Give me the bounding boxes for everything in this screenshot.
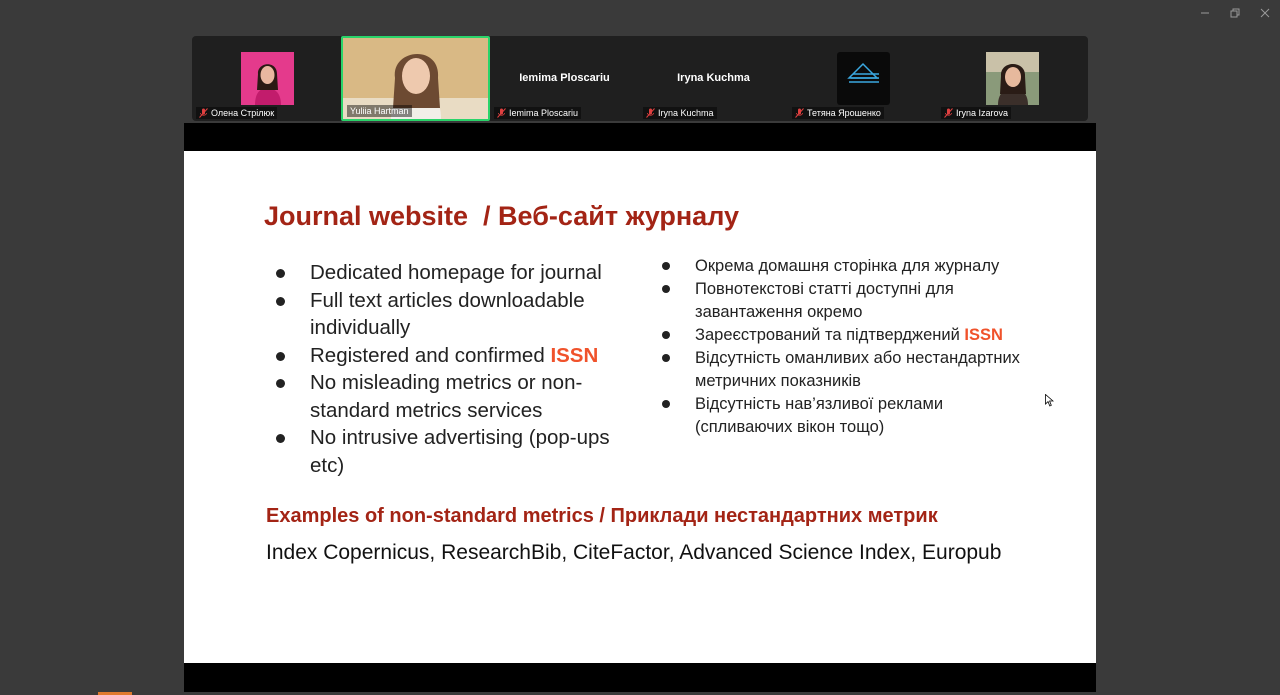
avatar xyxy=(986,52,1039,105)
participant-name-label: Тетяна Ярошенко xyxy=(792,107,884,119)
participant-name-label: Iemima Ploscariu xyxy=(494,107,581,119)
avatar-logo xyxy=(837,52,890,105)
bullet-dot xyxy=(276,297,285,306)
bullet-item: Dedicated homepage for journal xyxy=(274,259,634,287)
bullet-item: No misleading metrics or non-standard metrics services xyxy=(274,369,634,424)
bullet-item: Окрема домашня сторінка для журналу xyxy=(660,255,1040,278)
close-button[interactable] xyxy=(1250,0,1280,26)
bullet-dot xyxy=(276,379,285,388)
participant-name-label: Iryna Kuchma xyxy=(643,107,717,119)
slide-title: Journal website / Веб-сайт журналу xyxy=(264,201,740,231)
presentation-slide xyxy=(184,151,1096,663)
participant-name-label: Iryna Izarova xyxy=(941,107,1011,119)
mouse-pointer-icon xyxy=(1045,394,1054,407)
window-controls xyxy=(1190,0,1280,26)
bullet-item: Відсутність нав’язливої реклами (спливаючих вікон тощо) xyxy=(660,393,1040,439)
participant-tile-active-speaker[interactable] xyxy=(341,36,490,121)
issn-highlight: ISSN xyxy=(550,343,599,367)
participant-tile[interactable] xyxy=(639,36,788,121)
bullet-item: Registered and confirmed ISSN xyxy=(274,342,634,370)
participant-name-label: Олена Стрілюк xyxy=(196,107,277,119)
participant-tile[interactable] xyxy=(192,36,341,121)
bullet-dot xyxy=(662,400,670,408)
bullet-dot xyxy=(662,354,670,362)
participant-strip xyxy=(192,36,1088,121)
bullet-dot xyxy=(276,352,285,361)
examples-heading: Examples of non-standard metrics / Приклади нестандартних метрик xyxy=(266,505,938,527)
participant-tile[interactable] xyxy=(788,36,937,121)
participant-tile[interactable] xyxy=(490,36,639,121)
bullet-dot xyxy=(662,331,670,339)
bullet-item: No intrusive advertising (pop-ups etc) xyxy=(274,424,634,479)
issn-highlight: ISSN xyxy=(964,326,1003,344)
mic-muted-icon xyxy=(795,108,804,118)
bullet-dot xyxy=(276,269,285,278)
minimize-button[interactable] xyxy=(1190,0,1220,26)
mic-muted-icon xyxy=(199,108,208,118)
examples-list: Index Copernicus, ResearchBib, CiteFactor, Advanced Science Index, Europub xyxy=(266,541,1002,564)
mic-muted-icon xyxy=(646,108,655,118)
mic-muted-icon xyxy=(497,108,506,118)
bullet-dot xyxy=(662,262,670,270)
restore-icon xyxy=(1230,8,1240,18)
bullet-item: Зареєстрований та підтверджений ISSN xyxy=(660,324,1040,347)
participant-tile[interactable] xyxy=(937,36,1086,121)
participant-display-name: Iemima Ploscariu xyxy=(519,72,610,84)
participant-name-label: Yuliia Hartman xyxy=(347,105,412,117)
bullet-item: Full text articles downloadable individually xyxy=(274,287,634,342)
bullet-dot xyxy=(276,434,285,443)
bullet-item: Повнотекстові статті доступні для завантаження окремо xyxy=(660,278,1040,324)
avatar xyxy=(241,52,294,105)
participant-display-name: Iryna Kuchma xyxy=(677,72,750,84)
minimize-icon xyxy=(1200,8,1210,18)
bullet-dot xyxy=(662,285,670,293)
bullet-item: Відсутність оманливих або нестандартних метричних показників xyxy=(660,347,1040,393)
restore-button[interactable] xyxy=(1220,0,1250,26)
close-icon xyxy=(1260,8,1270,18)
mic-muted-icon xyxy=(944,108,953,118)
english-bullet-list xyxy=(274,259,634,479)
ukrainian-bullet-list xyxy=(660,255,1040,439)
